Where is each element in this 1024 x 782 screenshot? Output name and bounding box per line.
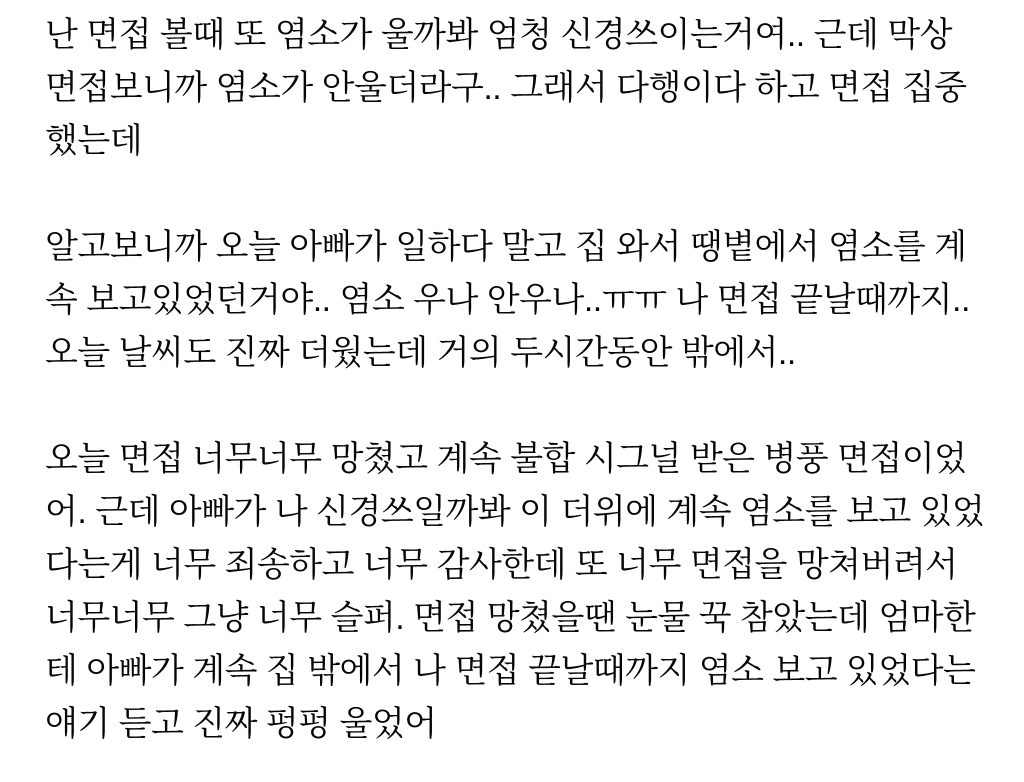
paragraph-1 bbox=[45, 9, 994, 168]
text-line: 테 아빠가 계속 집 밖에서 나 면접 끝날때까지 염소 보고 있었다는 bbox=[45, 652, 976, 690]
text-line: 오늘 면접 너무너무 망쳤고 계속 불합 시그널 받은 병풍 면접이었 bbox=[45, 440, 967, 478]
text-line: 너무너무 그냥 너무 슬퍼. 면접 망쳤을땐 눈물 꾹 참았는데 엄마한 bbox=[45, 599, 976, 637]
paragraph-2 bbox=[45, 221, 994, 380]
text-line: 어. 근데 아빠가 나 신경쓰일까봐 이 더위에 계속 염소를 보고 있었 bbox=[45, 493, 985, 531]
text-line: 난 면접 볼때 또 염소가 울까봐 엄청 신경쓰이는거여.. 근데 막상 bbox=[45, 16, 953, 54]
text-line: 오늘 날씨도 진짜 더웠는데 거의 두시간동안 밖에서.. bbox=[45, 334, 796, 372]
text-line: 속 보고있었던거야.. 염소 우나 안우나..ㅠㅠ 나 면접 끝날때까지.. bbox=[45, 281, 970, 319]
text-line: 면접보니까 염소가 안울더라구.. 그래서 다행이다 하고 면접 집중 bbox=[45, 69, 967, 107]
paragraph-3 bbox=[45, 433, 994, 751]
text-line: 얘기 듣고 진짜 펑펑 울었어 bbox=[45, 705, 437, 743]
text-line: 했는데 bbox=[45, 122, 143, 160]
text-line: 알고보니까 오늘 아빠가 일하다 말고 집 와서 땡볕에서 염소를 계 bbox=[45, 228, 967, 266]
text-line: 다는게 너무 죄송하고 너무 감사한데 또 너무 면접을 망쳐버려서 bbox=[45, 546, 958, 584]
